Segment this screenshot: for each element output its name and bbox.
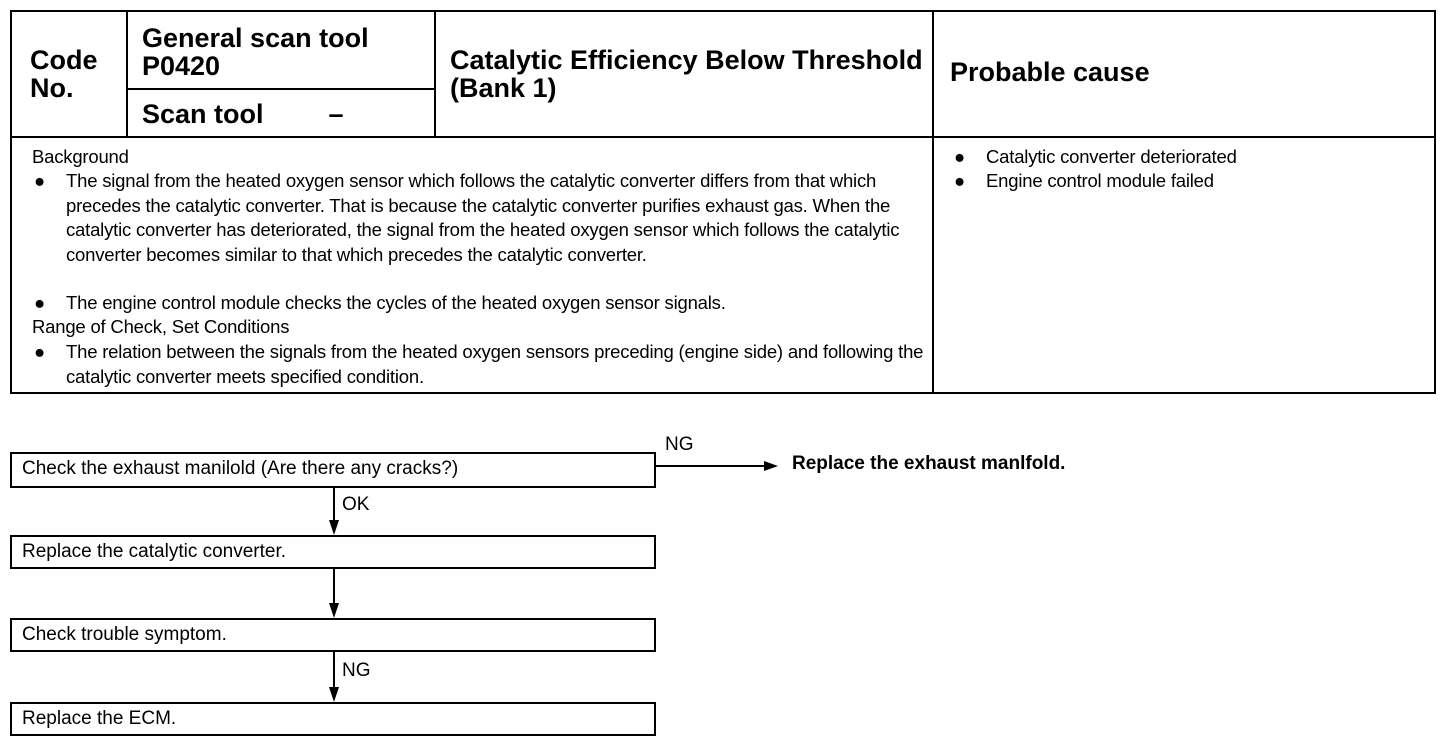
bullet-icon: ● <box>34 292 45 313</box>
cause-text: Catalytic converter deteriorated <box>986 146 1237 167</box>
bullet-icon: ● <box>34 341 45 362</box>
bullet-icon: ● <box>954 170 965 191</box>
background-heading: Background <box>32 146 129 167</box>
scan-tool-value: – <box>328 99 344 129</box>
code-no-heading: Code No. <box>30 45 98 104</box>
ok-label: OK <box>342 494 370 515</box>
down-arrow-icon <box>329 687 339 702</box>
range-bullet-text: The relation between the signals from the heated oxygen sensors preceding (engine side) and following the catalytic converter meets specified condition. <box>66 341 924 387</box>
right-arrow-icon <box>764 461 778 471</box>
probable-cause-heading: Probable cause <box>950 57 1150 87</box>
step-check-exhaust-manifold: Check the exhaust manilold (Are there any cracks?) <box>10 452 656 488</box>
general-scan-tool-code: General scan tool P0420 <box>142 23 369 82</box>
cause-text: Engine control module failed <box>986 170 1214 191</box>
action-replace-exhaust-manifold: Replace the exhaust manlfold. <box>792 453 1066 474</box>
dtc-title: Catalytic Efficiency Below Threshold (Bank 1) <box>450 45 923 104</box>
scan-tool-label: Scan tool <box>142 99 264 129</box>
bullet-icon: ● <box>954 146 965 167</box>
ng-label: NG <box>665 434 694 455</box>
bullet-icon: ● <box>34 170 45 191</box>
down-arrow-icon <box>329 603 339 618</box>
down-arrow-icon <box>329 520 339 535</box>
background-bullet-text: The signal from the heated oxygen sensor which follows the catalytic converter differs from that which precedes the catalytic converter. That is because the catalytic converter purifies exhaust gas. When the catalytic converter has deteriorated, the signal from the heated oxygen sensor which follows the catalytic converter becomes similar to that which precedes the catalytic converter. <box>66 170 900 265</box>
step-replace-ecm: Replace the ECM. <box>10 702 656 736</box>
step-replace-catalytic-converter: Replace the catalytic converter. <box>10 535 656 569</box>
ng-label: NG <box>342 660 371 681</box>
background-bullet-text: The engine control module checks the cycles of the heated oxygen sensor signals. <box>66 292 726 313</box>
step-check-trouble-symptom: Check trouble symptom. <box>10 618 656 652</box>
range-heading: Range of Check, Set Conditions <box>32 316 290 337</box>
